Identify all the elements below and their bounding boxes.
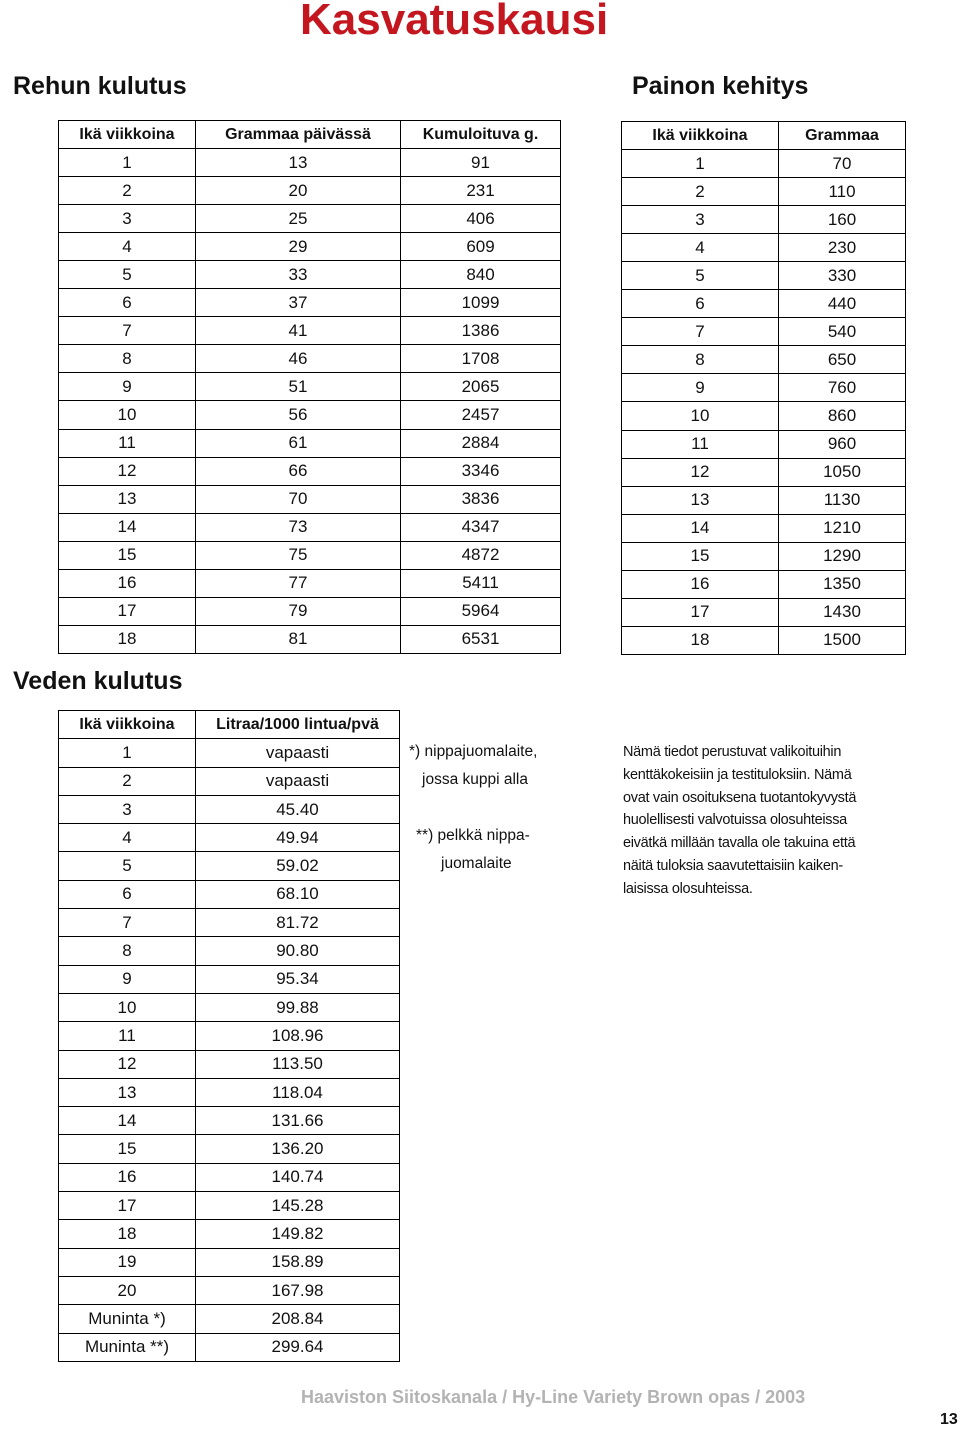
table-row [59, 429, 561, 457]
table-cell: 960 [779, 430, 906, 458]
table-cell: 41 [196, 317, 401, 345]
table-cell: 91 [401, 149, 561, 177]
table-cell: 4 [59, 233, 196, 261]
table-row [622, 234, 906, 262]
table-cell: 75 [196, 541, 401, 569]
table-cell: 13 [59, 485, 196, 513]
footnote-line: jossa kuppi alla [422, 771, 528, 788]
table-cell: 5 [622, 262, 779, 290]
disclaimer-line: eivätkä millään tavalla ole takuina että [623, 835, 856, 852]
table-row [59, 937, 400, 965]
column-header: Grammaa päivässä [196, 121, 401, 149]
table-cell: 79 [196, 597, 401, 625]
table-cell: 6531 [401, 625, 561, 653]
table-cell: 8 [622, 346, 779, 374]
table-cell: 4872 [401, 541, 561, 569]
table-cell: 10 [59, 401, 196, 429]
table-cell: 2 [622, 178, 779, 206]
table-cell: 8 [59, 345, 196, 373]
table-cell: vapaasti [196, 767, 400, 795]
table-cell: 540 [779, 318, 906, 346]
table-cell: 81.72 [196, 909, 400, 937]
table-cell: 15 [59, 541, 196, 569]
water-heading: Veden kulutus [13, 667, 183, 695]
table-cell: 3346 [401, 457, 561, 485]
table-cell: 208.84 [196, 1305, 400, 1333]
footnote-line: juomalaite [441, 855, 512, 872]
column-header: Ikä viikkoina [59, 121, 196, 149]
table-row [622, 570, 906, 598]
table-cell: 33 [196, 261, 401, 289]
feed-heading: Rehun kulutus [13, 72, 187, 100]
table-cell: 10 [622, 402, 779, 430]
table-cell: 9 [59, 965, 196, 993]
table-cell: 17 [622, 598, 779, 626]
table-cell: 14 [59, 1107, 196, 1135]
table-cell: 77 [196, 569, 401, 597]
table-row [59, 824, 400, 852]
table-cell: 158.89 [196, 1248, 400, 1276]
table-cell: 1430 [779, 598, 906, 626]
table-cell: 2457 [401, 401, 561, 429]
table-cell: 13 [59, 1078, 196, 1106]
table-cell: 6 [59, 289, 196, 317]
table-cell: 18 [622, 626, 779, 654]
table-row [59, 233, 561, 261]
table-row [622, 598, 906, 626]
disclaimer-line: huolellisesti valvotuissa olosuhteissa [623, 812, 847, 829]
table-row [59, 597, 561, 625]
table-cell: 1 [59, 149, 196, 177]
table-cell: 3 [59, 795, 196, 823]
table-cell: 1210 [779, 514, 906, 542]
table-cell: 167.98 [196, 1276, 400, 1304]
disclaimer-line: Nämä tiedot perustuvat valikoituihin [623, 744, 842, 760]
table-row [59, 401, 561, 429]
table-cell: 108.96 [196, 1022, 400, 1050]
table-cell: 16 [59, 569, 196, 597]
table-cell: 230 [779, 234, 906, 262]
table-row [59, 261, 561, 289]
table-cell: 1130 [779, 486, 906, 514]
table-cell: 4347 [401, 513, 561, 541]
table-cell: 59.02 [196, 852, 400, 880]
table-cell: 1290 [779, 542, 906, 570]
table-cell: 1500 [779, 626, 906, 654]
table-row [622, 206, 906, 234]
table-cell: 18 [59, 1220, 196, 1248]
table-header-row [59, 711, 400, 739]
table-cell: 2 [59, 767, 196, 795]
table-cell: 66 [196, 457, 401, 485]
table-cell: 13 [196, 149, 401, 177]
table-cell: 29 [196, 233, 401, 261]
table-cell: 7 [622, 318, 779, 346]
disclaimer-line: laisissa olosuhteissa. [623, 880, 753, 897]
table-row [622, 262, 906, 290]
table-cell: 37 [196, 289, 401, 317]
table-cell: 95.34 [196, 965, 400, 993]
table-cell: 56 [196, 401, 401, 429]
table-row [622, 178, 906, 206]
table-row [59, 177, 561, 205]
table-row [622, 542, 906, 570]
table-row [59, 205, 561, 233]
table-row [59, 1135, 400, 1163]
table-cell: 609 [401, 233, 561, 261]
disclaimer-line: näitä tuloksia saavutettaisiin kaiken- [623, 858, 843, 874]
table-cell: 299.64 [196, 1333, 400, 1361]
disclaimer-line: ovat vain osoituksena tuotantokyvystä [623, 789, 857, 806]
table-cell: Muninta *) [59, 1305, 196, 1333]
column-header: Kumuloituva g. [401, 121, 561, 149]
table-cell: 440 [779, 290, 906, 318]
table-row [59, 767, 400, 795]
table-cell: 11 [622, 430, 779, 458]
table-cell: 760 [779, 374, 906, 402]
table-cell: vapaasti [196, 739, 400, 767]
table-row [622, 514, 906, 542]
column-header: Grammaa [779, 122, 906, 150]
table-cell: 1350 [779, 570, 906, 598]
table-cell: 6 [622, 290, 779, 318]
table-cell: 860 [779, 402, 906, 430]
table-cell: 1050 [779, 458, 906, 486]
table-row [59, 345, 561, 373]
table-cell: 61 [196, 429, 401, 457]
table-cell: 46 [196, 345, 401, 373]
table-row [622, 346, 906, 374]
table-cell: 5964 [401, 597, 561, 625]
table-cell: 73 [196, 513, 401, 541]
table-cell: 14 [59, 513, 196, 541]
table-row [59, 1276, 400, 1304]
table-row [59, 625, 561, 653]
table-cell: 2065 [401, 373, 561, 401]
table-cell: 9 [622, 374, 779, 402]
table-cell: 4 [622, 234, 779, 262]
table-row [622, 290, 906, 318]
weight-heading: Painon kehitys [632, 72, 809, 100]
table-cell: 17 [59, 597, 196, 625]
table-cell: 1099 [401, 289, 561, 317]
table-cell: 7 [59, 909, 196, 937]
table-row [622, 374, 906, 402]
table-row [59, 965, 400, 993]
table-cell: 145.28 [196, 1192, 400, 1220]
table-row [59, 1163, 400, 1191]
table-row [59, 485, 561, 513]
page-footer: Haaviston Siitoskanala / Hy-Line Variety Brown opas / 2003 [301, 1387, 806, 1407]
table-cell: 8 [59, 937, 196, 965]
table-row [59, 513, 561, 541]
table-cell: 131.66 [196, 1107, 400, 1135]
table-row [59, 373, 561, 401]
table-cell: 149.82 [196, 1220, 400, 1248]
table-row [59, 149, 561, 177]
table-cell: 9 [59, 373, 196, 401]
table-cell: 13 [622, 486, 779, 514]
table-cell: 3836 [401, 485, 561, 513]
table-row [622, 318, 906, 346]
table-cell: 1386 [401, 317, 561, 345]
table-cell: 68.10 [196, 880, 400, 908]
table-cell: 70 [196, 485, 401, 513]
table-row [59, 317, 561, 345]
table-cell: 12 [59, 457, 196, 485]
table-row [59, 1050, 400, 1078]
table-header-row [622, 122, 906, 150]
feed-table [58, 120, 561, 654]
table-row [59, 1248, 400, 1276]
table-cell: 1708 [401, 345, 561, 373]
table-row [59, 541, 561, 569]
table-cell: 15 [59, 1135, 196, 1163]
table-cell: 11 [59, 1022, 196, 1050]
table-cell: 2884 [401, 429, 561, 457]
table-cell: 110 [779, 178, 906, 206]
table-cell: 5411 [401, 569, 561, 597]
table-row [59, 1192, 400, 1220]
table-cell: 650 [779, 346, 906, 374]
table-row [59, 1078, 400, 1106]
table-cell: 160 [779, 206, 906, 234]
table-cell: 1 [622, 150, 779, 178]
table-cell: 16 [59, 1163, 196, 1191]
page-title: Kasvatuskausi [300, 0, 609, 44]
table-cell: 18 [59, 625, 196, 653]
table-cell: 99.88 [196, 993, 400, 1021]
table-cell: 330 [779, 262, 906, 290]
table-cell: 19 [59, 1248, 196, 1276]
table-cell: 25 [196, 205, 401, 233]
table-cell: 136.20 [196, 1135, 400, 1163]
table-row [59, 880, 400, 908]
column-header: Ikä viikkoina [59, 711, 196, 739]
table-cell: 70 [779, 150, 906, 178]
table-row [59, 909, 400, 937]
table-cell: Muninta **) [59, 1333, 196, 1361]
table-row [59, 993, 400, 1021]
table-cell: 49.94 [196, 824, 400, 852]
table-cell: 1 [59, 739, 196, 767]
footnote-line: *) nippajuomalaite, [409, 743, 538, 760]
table-row [59, 1305, 400, 1333]
table-row [59, 569, 561, 597]
table-cell: 51 [196, 373, 401, 401]
table-row [59, 852, 400, 880]
weight-table [621, 121, 906, 655]
table-cell: 20 [59, 1276, 196, 1304]
table-cell: 11 [59, 429, 196, 457]
table-cell: 113.50 [196, 1050, 400, 1078]
table-cell: 45.40 [196, 795, 400, 823]
table-cell: 12 [59, 1050, 196, 1078]
table-row [622, 430, 906, 458]
table-cell: 5 [59, 261, 196, 289]
table-cell: 2 [59, 177, 196, 205]
footnote-line: **) pelkkä nippa- [416, 827, 530, 844]
table-cell: 16 [622, 570, 779, 598]
table-cell: 6 [59, 880, 196, 908]
table-cell: 406 [401, 205, 561, 233]
table-cell: 231 [401, 177, 561, 205]
page-number: 13 [940, 1411, 958, 1428]
table-cell: 81 [196, 625, 401, 653]
table-cell: 20 [196, 177, 401, 205]
table-cell: 15 [622, 542, 779, 570]
table-row [622, 486, 906, 514]
column-header: Litraa/1000 lintua/pvä [196, 711, 400, 739]
table-cell: 4 [59, 824, 196, 852]
table-row [622, 626, 906, 654]
table-cell: 5 [59, 852, 196, 880]
column-header: Ikä viikkoina [622, 122, 779, 150]
table-row [59, 1107, 400, 1135]
table-header-row [59, 121, 561, 149]
table-cell: 90.80 [196, 937, 400, 965]
table-row [622, 402, 906, 430]
table-row [59, 1220, 400, 1248]
table-row [622, 150, 906, 178]
table-cell: 140.74 [196, 1163, 400, 1191]
table-row [59, 739, 400, 767]
table-cell: 17 [59, 1192, 196, 1220]
table-row [59, 457, 561, 485]
table-row [59, 1022, 400, 1050]
table-cell: 840 [401, 261, 561, 289]
table-row [59, 1333, 400, 1361]
table-cell: 10 [59, 993, 196, 1021]
table-row [59, 289, 561, 317]
table-row [59, 795, 400, 823]
disclaimer-line: kenttäkokeisiin ja testituloksiin. Nämä [623, 766, 852, 783]
table-cell: 12 [622, 458, 779, 486]
table-cell: 14 [622, 514, 779, 542]
water-table [58, 710, 400, 1362]
table-cell: 3 [59, 205, 196, 233]
table-cell: 118.04 [196, 1078, 400, 1106]
table-cell: 7 [59, 317, 196, 345]
table-cell: 3 [622, 206, 779, 234]
table-row [622, 458, 906, 486]
